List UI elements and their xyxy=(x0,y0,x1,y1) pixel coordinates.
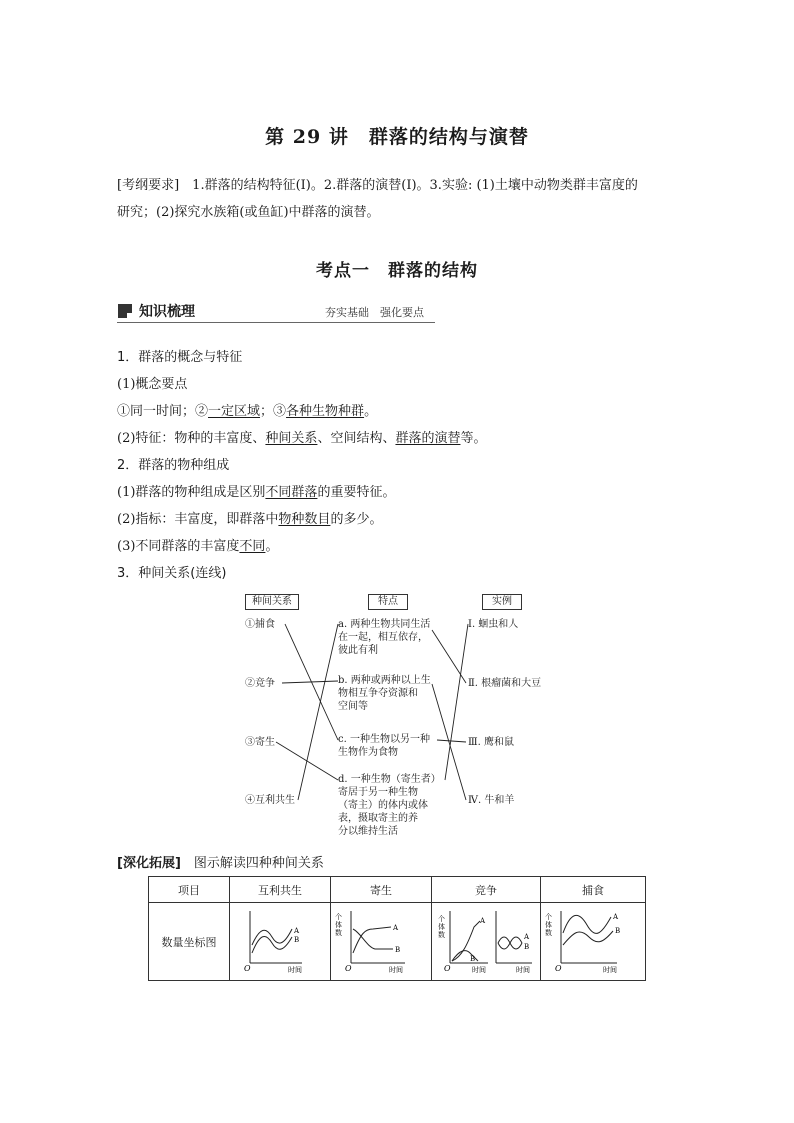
y-label-1: 个 xyxy=(335,913,342,921)
header-relations: 种间关系 xyxy=(245,594,299,610)
text: (2)指标：丰富度，即群落中 xyxy=(117,512,279,527)
curve-a-label: A xyxy=(294,927,300,935)
text: 。 xyxy=(265,539,279,554)
text: (2)特征：物种的丰富度、 xyxy=(117,431,266,446)
y-label-1: 个 xyxy=(545,913,552,921)
x-axis-label: 时间 xyxy=(288,966,302,974)
y-label-1: 个 xyxy=(438,915,445,923)
mutualism-graph xyxy=(230,903,330,977)
text: 的多少。 xyxy=(330,512,383,527)
link-c-iii xyxy=(437,740,466,742)
table-header-cell: 捕食 xyxy=(541,877,646,903)
feature-line: a. 两种生物共同生活 xyxy=(338,619,431,630)
requirements-line2: 研究；(2)探究水族箱(或鱼缸)中群落的演替。 xyxy=(117,205,380,220)
graph-cell-mutualism xyxy=(230,903,331,981)
feature-line: 彼此有利 xyxy=(338,645,378,656)
underlined-answer: 一定区域 xyxy=(208,404,261,419)
extension-title: 图示解读四种种间关系 xyxy=(193,856,324,871)
graph-cell-parasitism xyxy=(331,903,432,981)
example-4: Ⅳ. 牛和羊 xyxy=(468,795,515,806)
curve-a-label: A xyxy=(480,917,486,925)
underlined-answer: 不同 xyxy=(239,539,266,554)
heading-1: 1．群落的概念与特征 xyxy=(117,350,243,365)
curve-a-label: A xyxy=(393,924,399,932)
origin-label: O xyxy=(555,964,562,973)
page-title: 第 29 讲 群落的结构与演替 xyxy=(265,126,529,148)
example-3: Ⅲ. 鹰和鼠 xyxy=(468,737,515,748)
curve-b-right xyxy=(498,937,522,949)
feature-line: 分以维持生活 xyxy=(338,826,398,837)
example-2: Ⅱ. 根瘤菌和大豆 xyxy=(468,678,542,689)
table-header-cell: 互利共生 xyxy=(230,877,331,903)
graph-cell-predation xyxy=(541,903,646,981)
text: (3)不同群落的丰富度 xyxy=(117,539,240,554)
extension-heading xyxy=(117,852,324,871)
para-1-head: (1)概念要点 xyxy=(117,377,188,392)
underlined-answer: 群落的演替 xyxy=(395,431,461,446)
relations-table xyxy=(148,876,646,981)
table-header-cell: 项目 xyxy=(149,877,230,903)
feature-line: b. 两种或两种以上生 xyxy=(338,675,431,686)
table-header-cell: 寄生 xyxy=(331,877,432,903)
link-mutualism-a xyxy=(298,624,338,800)
relation-predation: ①捕食 xyxy=(245,619,275,630)
text: 、空间结构、 xyxy=(317,431,396,446)
feature-line: 寄居于另一种生物 xyxy=(338,787,418,798)
feature-line: 生物作为食物 xyxy=(338,747,398,758)
curve-b-label: B xyxy=(615,927,621,935)
predation-graph xyxy=(541,903,645,977)
feature-line: （寄主）的体内或体 xyxy=(338,800,428,811)
y-label-2: 体 xyxy=(545,921,552,929)
x-axis-label: 时间 xyxy=(603,966,617,974)
example-1: Ⅰ. 蛔虫和人 xyxy=(468,619,519,630)
graph-cell-competition xyxy=(432,903,541,981)
link-competition-b xyxy=(282,681,338,683)
relation-mutualism: ④互利共生 xyxy=(245,795,295,806)
text: (1)群落的物种组成是区别 xyxy=(117,485,266,500)
y-label-3: 数 xyxy=(545,929,552,937)
curve-b-label: B xyxy=(470,955,476,963)
curve-a-label: A xyxy=(613,913,619,921)
curve-b-label-right: B xyxy=(524,943,530,951)
origin-label: O xyxy=(345,964,352,973)
curve-a-label-right: A xyxy=(524,933,530,941)
text: 等。 xyxy=(460,431,487,446)
x-axis-label-right: 时间 xyxy=(516,966,530,974)
knowledge-slogan: 夯实基础 强化要点 xyxy=(325,306,424,319)
feature-line: 在一起，相互依存， xyxy=(338,632,428,643)
feature-line: 表，摄取寄主的养 xyxy=(338,813,418,824)
y-label-2: 体 xyxy=(438,923,445,931)
table-row-label: 数量坐标图 xyxy=(149,903,230,981)
y-label-2: 体 xyxy=(335,921,342,929)
text: ①同一时间；② xyxy=(117,404,209,419)
heading-2: 2．群落的物种组成 xyxy=(117,458,230,473)
x-axis-label: 时间 xyxy=(472,966,486,974)
x-axis-label: 时间 xyxy=(389,966,403,974)
curve-a xyxy=(563,915,611,933)
table-row xyxy=(149,903,646,981)
y-label-3: 数 xyxy=(335,929,342,937)
relation-parasitism: ③寄生 xyxy=(245,737,275,748)
underlined-answer: 各种生物种群 xyxy=(286,404,365,419)
requirements-label: [考纲要求] xyxy=(117,178,180,193)
table-header-cell: 竞争 xyxy=(432,877,541,903)
text: 的重要特征。 xyxy=(317,485,396,500)
text: 。 xyxy=(364,404,378,419)
curve-b-label: B xyxy=(395,946,401,954)
underlined-answer: 物种数目 xyxy=(278,512,331,527)
y-label-3: 数 xyxy=(438,931,445,939)
underlined-answer: 不同群落 xyxy=(265,485,318,500)
knowledge-label: 知识梳理 xyxy=(139,304,195,320)
feature-line: c. 一种生物以另一种 xyxy=(338,734,430,745)
heading-3: 3．种间关系(连线) xyxy=(117,566,227,581)
header-examples: 实例 xyxy=(482,594,522,610)
feature-line: d. 一种生物（寄生者） xyxy=(338,774,441,785)
curve-b-label: B xyxy=(294,936,300,944)
text: ；③ xyxy=(260,404,287,419)
link-d-i xyxy=(445,624,468,780)
origin-label: O xyxy=(244,964,251,973)
requirements-line1: 1.群落的结构特征(Ⅰ)。2.群落的演替(Ⅰ)。3.实验: (1)土壤中动物类群丰富度的 xyxy=(192,178,638,193)
table-header-row xyxy=(149,877,646,903)
header-features: 特点 xyxy=(368,594,408,610)
extension-label: [深化拓展] xyxy=(117,856,181,871)
relation-competition: ②竞争 xyxy=(245,678,275,689)
underlined-answer: 种间关系 xyxy=(265,431,318,446)
curve-b xyxy=(563,931,613,945)
competition-graph xyxy=(432,903,540,977)
parasitism-graph xyxy=(331,903,431,977)
origin-label: O xyxy=(444,964,451,973)
feature-line: 物相互争夺资源和 xyxy=(338,688,418,699)
section-title: 考点一 群落的结构 xyxy=(316,261,478,281)
feature-line: 空间等 xyxy=(338,701,368,712)
